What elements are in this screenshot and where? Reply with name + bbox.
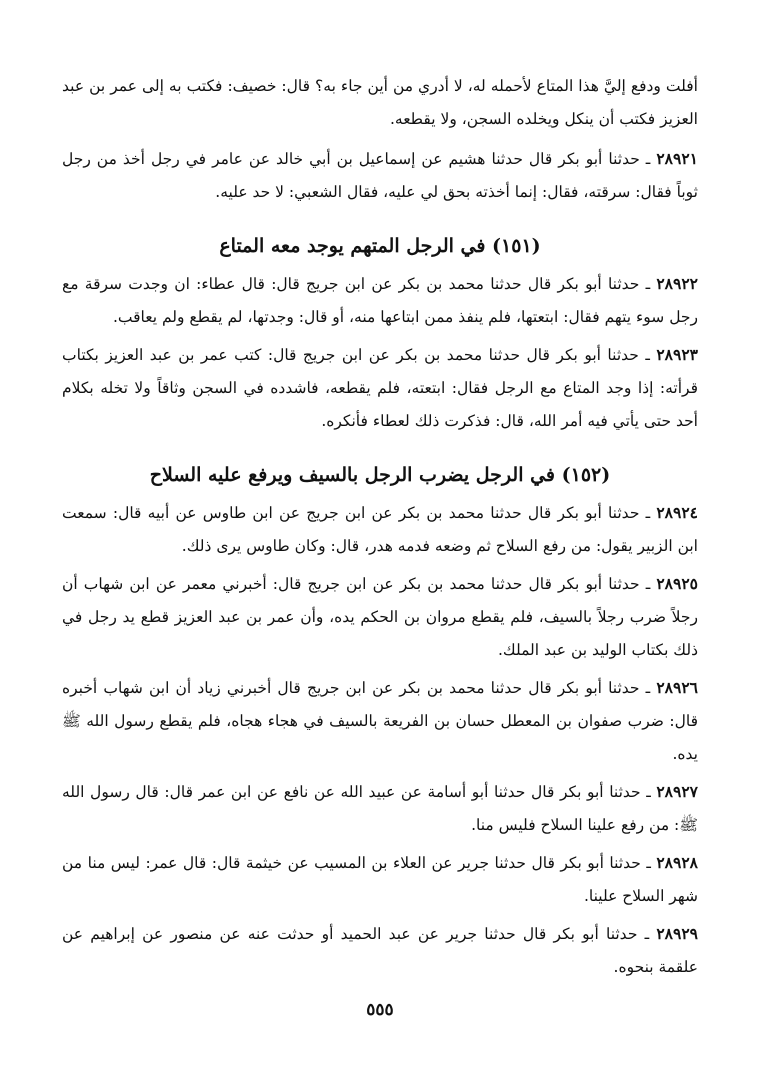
- hadith-28923: [62, 338, 698, 438]
- hadith-text: ـ حدثنا أبو بكر قال حدثنا محمد بن بكر عن ابن جريج قال: قال عطاء: ان وجدت سرقة مع رجل سوء يتهم فقال: ابتعتها، فلم ينفذ ممن ابتاعها منه، أو قال: وجدتها، لم يقطع ولم يعاقب.: [62, 275, 698, 326]
- hadith-text: ـ حدثنا أبو بكر قال حدثنا محمد بن بكر عن ابن جريج قال: كتب عمر بن عبد العزيز بكتاب قرأته: إذا وجد المتاع مع الرجل فقال: ابتعته، فلم يقطعه، فاشدده في السجن وثاقاً ولا تخله بكلام أحد حتى يأتي فيه أمر الله، قال: فذكرت ذلك لعطاء فأنكره.: [62, 346, 698, 430]
- hadith-28925: [62, 567, 698, 667]
- chapter-heading-151: (١٥١) في الرجل المتهم يوجد معه المتاع: [219, 235, 541, 257]
- hadith-text: ـ حدثنا أبو بكر قال حدثنا محمد بن بكر عن ابن جريج قال: أخبرني معمر عن ابن شهاب أن رجلاً ضرب رجلاً بالسيف، فلم يقطع مروان بن الحكم يده، وأن عمر بن عبد العزيز قطع يد رجل في ذلك بكتاب الوليد بن عبد الملك.: [62, 575, 698, 659]
- page-number: ٥٥٥: [366, 1000, 394, 1020]
- hadith-28928: [62, 846, 698, 913]
- hadith-number: ٢٨٩٢٩: [656, 924, 698, 943]
- document-page: [62, 70, 698, 988]
- hadith-number: ٢٨٩٢٤: [656, 503, 698, 522]
- hadith-number: ٢٨٩٢١: [656, 149, 698, 168]
- hadith-number: ٢٨٩٢٦: [656, 678, 698, 697]
- hadith-28926: [62, 671, 698, 771]
- hadith-28927: [62, 775, 698, 842]
- hadith-number: ٢٨٩٢٥: [656, 574, 698, 593]
- continued-paragraph: [62, 70, 698, 136]
- hadith-28921: [62, 142, 698, 209]
- hadith-text: ـ حدثنا أبو بكر قال حدثنا جرير عن عبد الحميد أو حدثت عنه عن منصور عن إبراهيم عن علقمة بنحوه.: [62, 925, 698, 976]
- hadith-28924: [62, 496, 698, 563]
- hadith-number: ٢٨٩٢٨: [656, 853, 698, 872]
- hadith-text: ـ حدثنا أبو بكر قال حدثنا محمد بن بكر عن ابن جريج عن ابن طاوس عن أبيه قال: سمعت ابن الزبير يقول: من رفع السلاح ثم وضعه فدمه هدر، قال: وكان طاوس يرى ذلك.: [62, 504, 698, 555]
- hadith-28922: [62, 267, 698, 334]
- hadith-number: ٢٨٩٢٢: [656, 274, 698, 293]
- hadith-number: ٢٨٩٢٧: [656, 782, 698, 801]
- hadith-28929: [62, 917, 698, 984]
- chapter-heading-152: (١٥٢) في الرجل يضرب الرجل بالسيف ويرفع عليه السلاح: [149, 464, 611, 486]
- hadith-text: ـ حدثنا أبو بكر قال حدثنا هشيم عن إسماعيل بن أبي خالد عن عامر في رجل أخذ من رجل ثوباً فقال: سرقته، فقال: إنما أخذته بحق لي عليه، فقال الشعبي: لا حد عليه.: [62, 150, 698, 201]
- hadith-text: ـ حدثنا أبو بكر قال حدثنا محمد بن بكر عن ابن جريج قال أخبرني زياد أن ابن شهاب أخبره قال: ضرب صفوان بن المعطل حسان بن الفريعة بالسيف في هجاء هجاه، فلم يقطع رسول الله ﷺ يده.: [62, 679, 698, 763]
- paragraph-text: أفلت ودفع إليَّ هذا المتاع لأحمله له، لا أدري من أين جاء به؟ قال: خصيف: فكتب به إلى عمر بن عبد العزيز فكتب أن ينكل ويخلده السجن، ولا يقطعه.: [62, 77, 698, 128]
- hadith-text: ـ حدثنا أبو بكر قال حدثنا جرير عن العلاء بن المسيب عن خيثمة قال: قال عمر: ليس منا من شهر السلاح علينا.: [62, 854, 698, 905]
- hadith-number: ٢٨٩٢٣: [656, 345, 698, 364]
- hadith-text: ـ حدثنا أبو بكر قال حدثنا أبو أسامة عن عبيد الله عن نافع عن ابن عمر قال: قال رسول الله ﷺ: من رفع علينا السلاح فليس منا.: [62, 783, 698, 834]
